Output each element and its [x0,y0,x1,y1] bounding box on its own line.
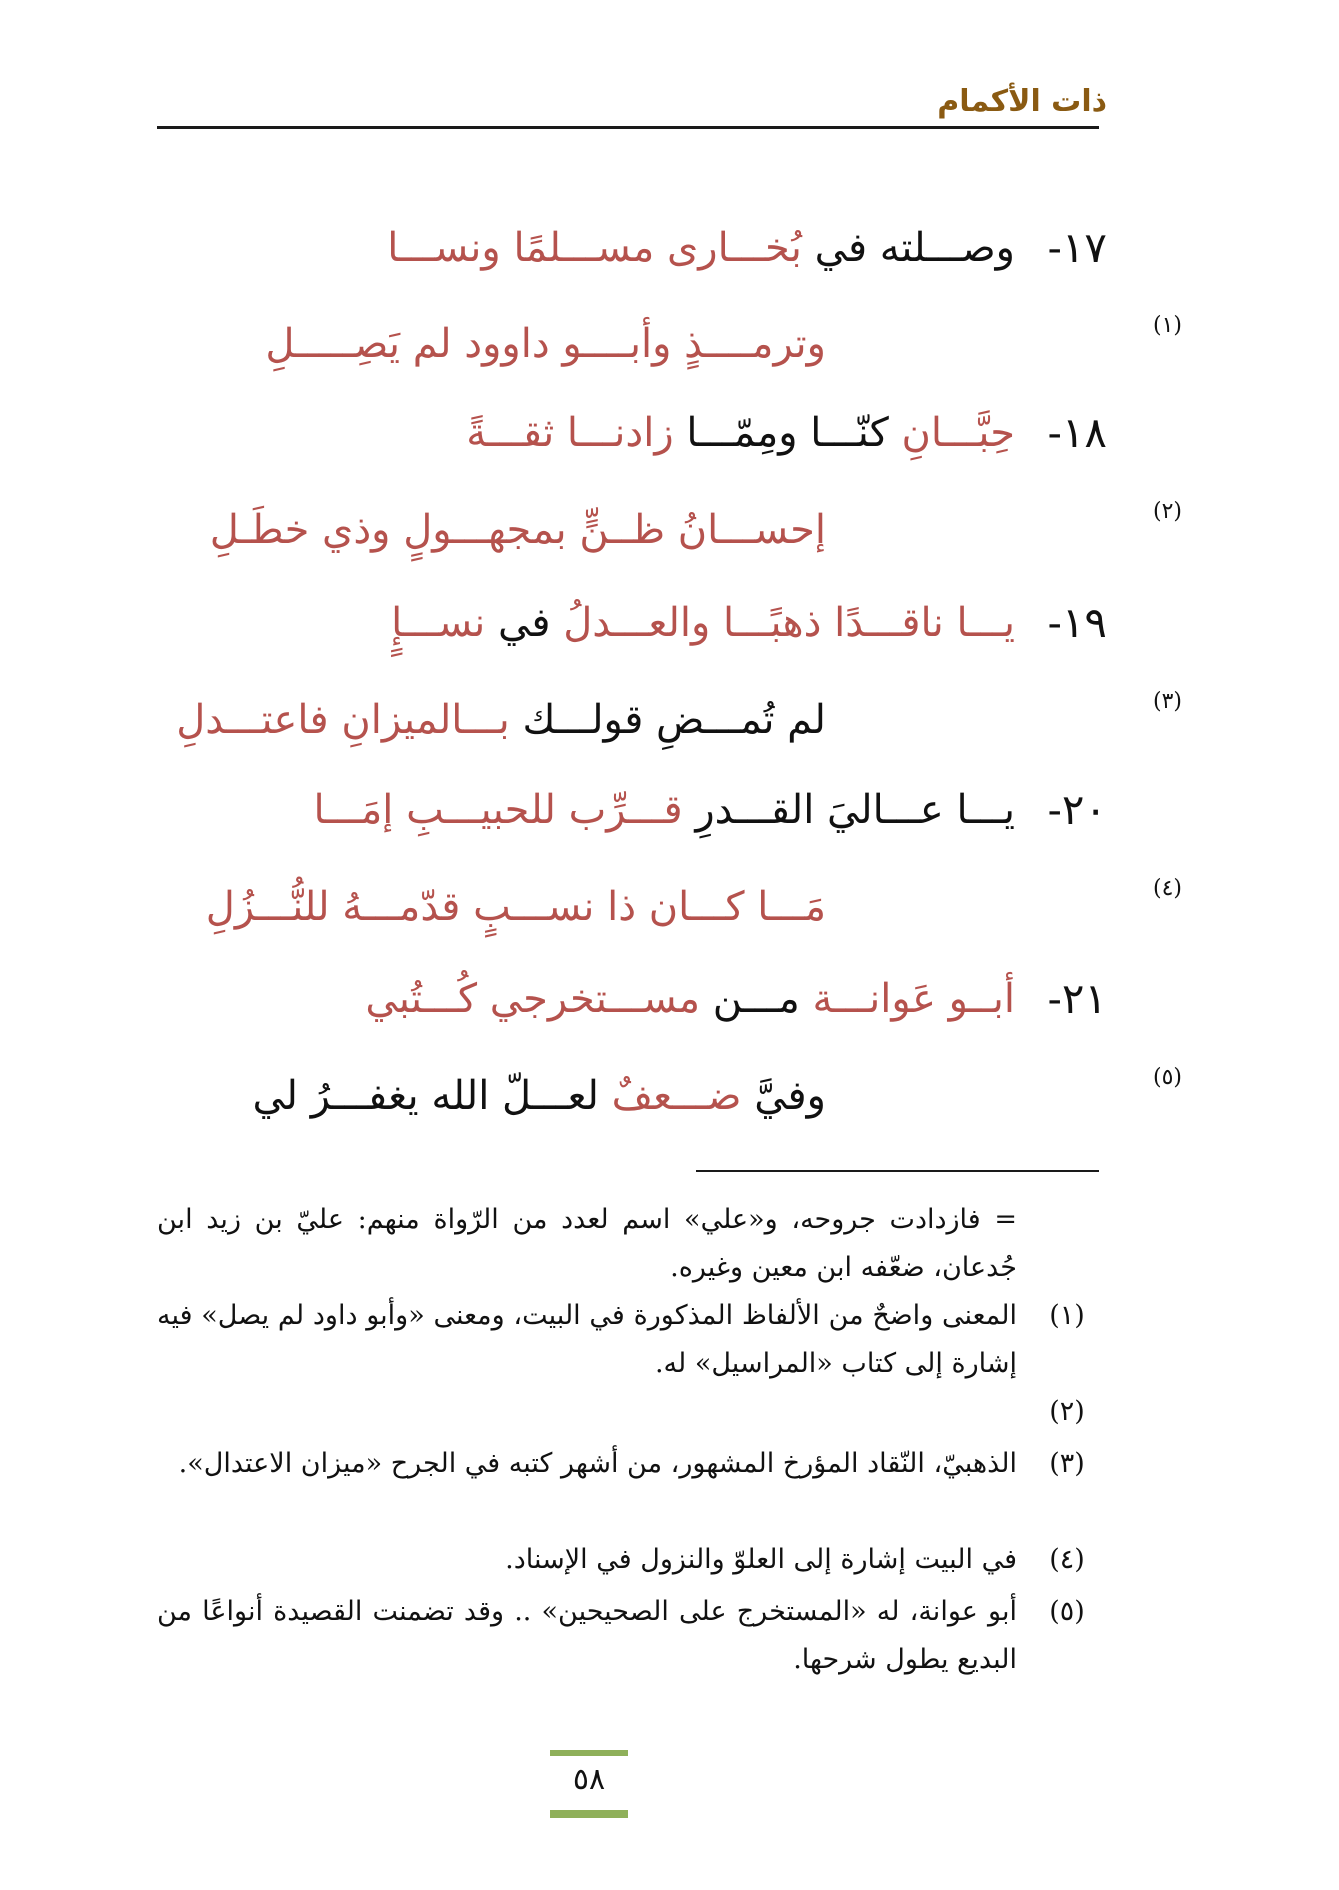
verse-text-segment: حِبَّـــانِ [888,410,1015,456]
verse-text-segment: قـــرِّب للحبيـــبِ إمَـــا [313,787,683,833]
footnote-item [157,1388,1099,1436]
footnote-separator [696,1170,1099,1172]
verse-second-hemistich [176,697,826,743]
footnote-item [157,1440,1099,1536]
verse-first-hemistich [365,976,1015,1022]
verse-text-segment: يـــا عـــاليَ القـــدرِ [682,787,1015,833]
verse-second-hemistich [252,1073,826,1119]
footnote-item [157,1536,1099,1584]
footnote-text: = فازدادت جروحه، و«علي» اسم لعدد من الرّواة منهم: عليّ بن زيد ابن جُدعان، ضعّفه ابن معين وغيره. [157,1204,1017,1283]
footnote-item [157,1292,1099,1388]
verse-first-hemistich [466,410,1015,456]
verse-text-segment: يـــا ناقـــدًا ذهبًـــا والعـــدلُ [550,600,1015,646]
verse-text-segment: كنّـــا ومِمّـــا [673,410,889,456]
verse-text-segment: نســـإٍ [391,600,486,646]
verse-number: ١٧- [1047,223,1107,272]
footnote-text: المعنى واضحٌ من الألفاظ المذكورة في البيت، ومعنى «وأبو داود لم يصل» فيه إشارة إلى كتاب «المراسيل» له. [157,1300,1017,1379]
verse-text-segment: وصـــلته في [801,225,1015,271]
footnote-reference: (١) [1152,313,1182,338]
page-number-bar-bottom [550,1810,628,1818]
verse-text-segment: مـــن [700,976,800,1022]
verse-text-segment: زادنـــا ثقـــةً [466,410,674,456]
footnote-reference: (٣) [1152,689,1182,714]
verse-text-segment: لم تُمـــضِ قولـــك [509,697,826,743]
verse-text-segment: مَـــا كـــان ذا نســـبٍ قدّمـــهُ للنُّـــزُلِ [205,884,826,930]
verse-text-segment: بـــالميزانِ فاعتـــدلِ [176,697,510,743]
verse-text-segment: مســـتخرجي كُـــتُبي [365,976,701,1022]
page-number: ٥٨ [572,1762,606,1797]
footnote-item [157,1588,1099,1684]
footnote-reference: (٢) [1152,499,1182,524]
page-number-bar-top [550,1750,628,1756]
footnote-reference: (٤) [1152,876,1182,901]
verse-second-hemistich [209,507,826,553]
verse-first-hemistich [313,787,1015,833]
verse-second-hemistich [265,321,826,367]
footnote-text: في البيت إشارة إلى العلوّ والنزول في الإسناد. [505,1544,1017,1575]
running-header-title: ذات الأكمام [937,84,1107,119]
verse-first-hemistich [391,600,1015,646]
verse-number: ١٩- [1047,598,1107,647]
footnote-label: (١) [1049,1300,1085,1331]
footnote-item [157,1196,1099,1292]
verse-text-segment: في [485,600,551,646]
footnote-reference: (٥) [1152,1065,1182,1090]
verse-second-hemistich [205,884,826,930]
verse-text-segment: لعـــلّ الله يغفـــرُ لي [252,1073,599,1119]
verse-first-hemistich [387,225,1015,271]
verse-text-segment: إحســـانُ ظــنٍّ بمجهـــولٍ وذي خطَـلِ [209,507,826,553]
verse-text-segment: بُخـــارى مســـلمًا ونســـا [387,225,802,271]
verse-number: ١٨- [1047,408,1107,457]
verse-text-segment: أبــو عَوانـــة [799,976,1015,1022]
verse-text-segment: ضـــعفٌ [598,1073,742,1119]
footnote-label: (٥) [1049,1596,1085,1627]
footnote-label: (٤) [1049,1544,1085,1575]
verse-text-segment: وترمــــذٍ وأبــــو داوود لم يَصِـــــلِ [265,321,826,367]
verse-number: ٢١- [1047,974,1107,1023]
header-rule [157,126,1099,129]
verse-number: ٢٠- [1047,785,1107,834]
verse-text-segment: وفيَّ [741,1073,826,1119]
footnote-label: (٣) [1049,1448,1085,1479]
footnote-text: الذهبيّ، النّقاد المؤرخ المشهور، من أشهر كتبه في الجرح «ميزان الاعتدال». [178,1448,1017,1479]
footnote-text: أبو عوانة، له «المستخرج على الصحيحين» .. وقد تضمنت القصيدة أنواعًا من البديع يطول شرحها. [157,1596,1017,1675]
footnote-label: (٢) [1049,1396,1085,1427]
